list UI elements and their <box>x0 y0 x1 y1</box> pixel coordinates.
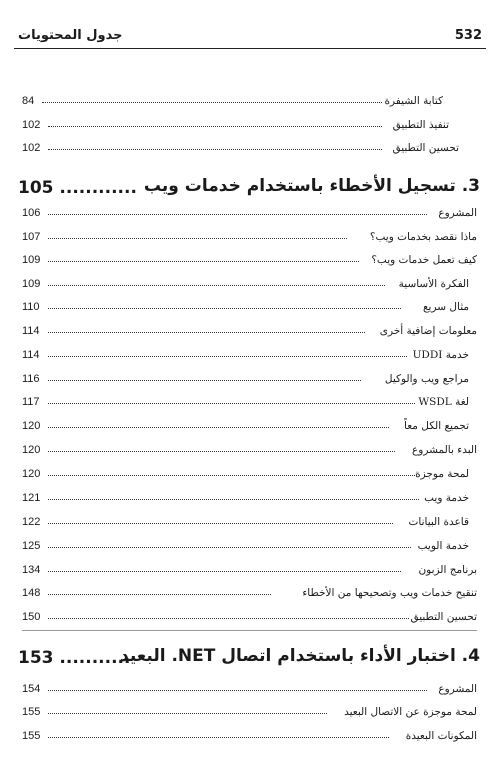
toc-entry[interactable] <box>22 703 477 721</box>
dot-leader <box>48 238 347 239</box>
toc-entry-page: 122 <box>22 516 41 528</box>
toc-entry-page: 102 <box>22 142 41 154</box>
divider <box>22 630 477 631</box>
toc-entry[interactable] <box>22 139 477 157</box>
toc-entry[interactable] <box>22 228 477 246</box>
toc-entry-page: 116 <box>22 373 40 385</box>
toc-entry[interactable] <box>22 251 477 269</box>
toc-entry-label: كتابة الشيفرة <box>384 95 443 107</box>
toc-entry-page: 114 <box>22 325 40 337</box>
page-number: 532 <box>454 28 482 43</box>
toc-entry[interactable] <box>22 441 477 459</box>
toc-entry-page: 150 <box>22 611 41 623</box>
dot-leader <box>48 214 427 215</box>
toc-entry-label: تنقيح خدمات ويب وتصحيحها من الأخطاء <box>302 587 477 599</box>
toc-entry[interactable] <box>22 322 477 340</box>
toc-entry[interactable] <box>22 584 477 602</box>
toc-entry[interactable] <box>22 116 477 134</box>
dot-leader <box>42 102 382 103</box>
toc-entry-label: المشروع <box>438 683 477 695</box>
toc-entry-page: 120 <box>22 468 41 480</box>
toc-entry-page: 84 <box>22 95 35 107</box>
chapter-page: 105 ............ <box>18 178 137 198</box>
dot-leader <box>48 618 409 619</box>
chapter-heading[interactable] <box>18 174 480 204</box>
toc-entry-label: خدمة ويب <box>424 492 469 504</box>
toc-entry-label: خدمة UDDI <box>412 349 469 361</box>
toc-entry-label: ماذا نقصد بخدمات ويب؟ <box>369 231 477 243</box>
toc-entry-page: 134 <box>22 564 41 576</box>
toc-entry[interactable] <box>22 346 477 364</box>
toc-entry-label: برنامج الزبون <box>418 564 477 576</box>
dot-leader <box>48 523 393 524</box>
toc-entry-label: مثال سريع <box>422 301 469 313</box>
toc-entry[interactable] <box>22 489 477 507</box>
toc-entry[interactable] <box>22 727 477 745</box>
toc-entry-page: 110 <box>22 301 40 313</box>
toc-entry[interactable] <box>22 204 477 222</box>
toc-entry-label: تجميع الكل معاً <box>404 420 469 432</box>
dot-leader <box>48 594 271 595</box>
dot-leader <box>48 690 427 691</box>
dot-leader <box>48 427 389 428</box>
dot-leader <box>48 499 419 500</box>
toc-entry-label: الفكرة الأساسية <box>398 278 469 290</box>
toc-entry[interactable] <box>22 370 477 388</box>
chapter-title: 3. تسجيل الأخطاء باستخدام خدمات ويب <box>143 176 480 196</box>
toc-entry-label: لمحة موجزة <box>415 468 469 480</box>
dot-leader <box>48 713 327 714</box>
chapter-heading[interactable] <box>18 644 480 674</box>
dot-leader <box>48 261 359 262</box>
toc-entry-label: المشروع <box>438 207 477 219</box>
dot-leader <box>48 475 415 476</box>
dot-leader <box>48 451 395 452</box>
dot-leader <box>48 380 361 381</box>
toc-entry-label: تحسين التطبيق <box>410 611 477 623</box>
chapter-title: 4. اختبار الأداء باستخدام اتصال NET. البعيد <box>120 646 480 666</box>
toc-entry-page: 120 <box>22 420 41 432</box>
toc-entry-label: البدء بالمشروع <box>412 444 477 456</box>
toc-entry-page: 109 <box>22 254 41 266</box>
running-title: جدول المحتويات <box>18 28 123 43</box>
toc-entry-page: 106 <box>22 207 41 219</box>
toc-entry-page: 155 <box>22 706 41 718</box>
toc-entry-label: مراجع ويب والوكيل <box>384 373 469 385</box>
toc-entry-label: خدمة الويب <box>417 540 469 552</box>
toc-entry-page: 117 <box>22 396 40 408</box>
dot-leader <box>48 126 382 127</box>
toc-entry-page: 102 <box>22 119 41 131</box>
toc-entry-label: قاعدة البيانات <box>408 516 469 528</box>
toc-entry-page: 107 <box>22 231 41 243</box>
dot-leader <box>48 308 401 309</box>
toc-entry-label: لمحة موجزة عن الاتصال البعيد <box>344 706 477 718</box>
toc-entry[interactable] <box>22 465 477 483</box>
toc-entry[interactable] <box>22 608 477 626</box>
dot-leader <box>48 356 407 357</box>
dot-leader <box>48 332 365 333</box>
toc-entry-page: 125 <box>22 540 41 552</box>
toc-entry[interactable] <box>22 275 477 293</box>
toc-entry-page: 154 <box>22 683 41 695</box>
toc-entry[interactable] <box>22 537 477 555</box>
toc-entry-label: كيف تعمل خدمات ويب؟ <box>371 254 477 266</box>
toc-entry[interactable] <box>22 92 477 110</box>
toc-entry-page: 121 <box>22 492 41 504</box>
toc-entry[interactable] <box>22 680 477 698</box>
toc-entry-label: لغة WSDL <box>418 396 469 408</box>
toc-entry[interactable] <box>22 417 477 435</box>
dot-leader <box>48 149 382 150</box>
toc-entry[interactable] <box>22 561 477 579</box>
toc-entry-page: 155 <box>22 730 41 742</box>
toc-entry-page: 148 <box>22 587 41 599</box>
dot-leader <box>48 737 389 738</box>
toc-entry-label: تحسين التطبيق <box>392 142 459 154</box>
toc-entry-label: تنفيذ التطبيق <box>392 119 449 131</box>
dot-leader <box>48 571 401 572</box>
toc-entry-label: المكونات البعيدة <box>405 730 477 742</box>
toc-entry-label: معلومات إضافية أخرى <box>379 325 477 337</box>
toc-entry[interactable] <box>22 298 477 316</box>
dot-leader <box>48 285 385 286</box>
toc-entry[interactable] <box>22 393 477 411</box>
dot-leader <box>48 403 415 404</box>
dot-leader <box>48 547 411 548</box>
toc-entry-page: 120 <box>22 444 41 456</box>
chapter-page: 153 ........... <box>18 648 131 668</box>
toc-entry-page: 109 <box>22 278 41 290</box>
toc-entry[interactable] <box>22 513 477 531</box>
toc-entry-page: 114 <box>22 349 40 361</box>
